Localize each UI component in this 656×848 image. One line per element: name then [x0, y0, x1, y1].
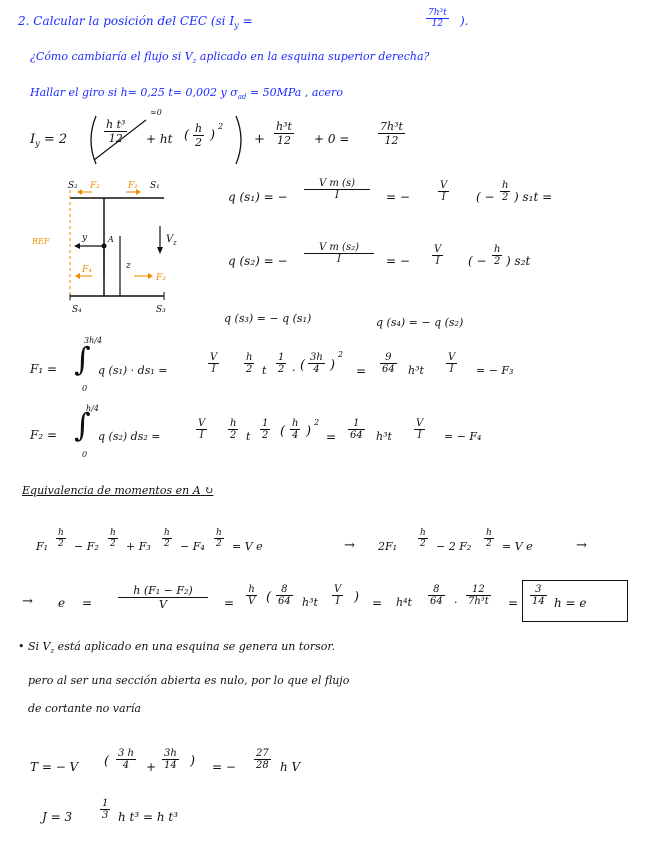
- fraction-denominator: 12: [108, 132, 123, 145]
- f1-lhs: F₁ =: [30, 362, 58, 376]
- vz-arrowhead: [157, 247, 163, 254]
- f2-result-v-fraction: [414, 418, 425, 441]
- implies-arrow-3: →: [22, 594, 33, 609]
- iy-subscript: y: [35, 139, 40, 148]
- fraction-denominator: 2: [110, 539, 116, 549]
- f2-t: t: [246, 430, 251, 443]
- f2-paren-close: ): [306, 424, 312, 439]
- q2-end: ) s₂t: [506, 254, 531, 268]
- ey-result-fraction: [530, 584, 547, 607]
- f1-paren-close: ): [330, 358, 336, 373]
- section-diagram: [30, 176, 200, 316]
- fraction-numerator: 8: [276, 584, 293, 596]
- t-paren-open: (: [104, 754, 110, 769]
- fraction-numerator: h: [216, 528, 222, 538]
- fraction-denominator: 2: [494, 256, 501, 267]
- f2-paren-open: (: [280, 424, 286, 439]
- f1-paren-open: (: [300, 358, 306, 373]
- ey-paren-open: (: [266, 590, 272, 605]
- f1-t: t: [262, 364, 267, 377]
- moment-arrow-icon: ↻: [204, 484, 214, 497]
- implies-arrow-2: →: [576, 538, 587, 553]
- note-vz-subscript: z: [50, 647, 55, 655]
- problem-line-3-text: Hallar el giro si h= 0,25 t= 0,002 y σ: [30, 86, 238, 99]
- point-a: [102, 244, 107, 249]
- left-big-paren: [91, 116, 96, 164]
- t-result-fraction: [254, 748, 271, 771]
- fraction-numerator: h: [246, 584, 257, 596]
- j-lhs: J = 3: [42, 810, 73, 824]
- fraction-numerator: V: [434, 244, 442, 255]
- fraction-numerator: h t³: [106, 118, 126, 131]
- t-3h14-fraction: [162, 748, 179, 771]
- problem-line-2-text: ¿Cómo cambiaría el flujo si V: [30, 50, 193, 63]
- q1-end: ) s₁t =: [514, 190, 553, 204]
- fraction-numerator: h: [164, 528, 170, 538]
- label-s3: S₃: [156, 305, 166, 315]
- f2-half-fraction: [260, 418, 270, 441]
- f2-integral-sign: ∫: [74, 406, 91, 444]
- t-3h4-fraction: [116, 748, 136, 771]
- sigma-subscript: ad: [237, 93, 247, 101]
- ey-equals-4: =: [508, 596, 519, 610]
- j-third-fraction: [100, 798, 110, 821]
- mom-minus-2f2: − 2 F₂: [436, 540, 472, 553]
- fraction-denominator: 3: [102, 810, 109, 821]
- iy-term1-fraction: [104, 118, 127, 145]
- f1-square: 2: [338, 350, 344, 359]
- iy-symbol: I: [30, 132, 36, 147]
- fraction-numerator: 1: [278, 352, 285, 363]
- fraction-denominator: I: [211, 364, 216, 375]
- mom-f1: F₁: [36, 540, 49, 553]
- f2-end: = − F₄: [444, 430, 482, 443]
- f2-h3t: h³t: [376, 430, 392, 443]
- fraction-denominator: I: [335, 596, 340, 607]
- ey-equals-2: =: [224, 596, 235, 610]
- q1-fraction: [304, 178, 370, 201]
- mom-h-half-2: [108, 528, 118, 549]
- label-s2: S₂: [68, 181, 78, 191]
- ey-r-8-64-fraction: [428, 584, 445, 607]
- fraction-numerator: 7h³t: [380, 120, 403, 133]
- fraction-denominator: 28: [256, 760, 269, 771]
- q2-v-fraction: [432, 244, 443, 267]
- fraction-denominator: 2: [420, 539, 426, 549]
- approx-zero-note: ≈0: [150, 108, 162, 117]
- label-y: y: [82, 233, 88, 243]
- fraction-denominator: 64: [382, 364, 395, 375]
- ey-paren-close: ): [354, 590, 360, 605]
- fraction-numerator: h: [230, 418, 237, 429]
- mom-h-half-3: [162, 528, 172, 549]
- f2-h4-fraction: [290, 418, 300, 441]
- fraction-numerator: 1: [348, 418, 365, 430]
- ey-h-v-fraction: [246, 584, 257, 607]
- fraction-denominator: I: [435, 256, 440, 267]
- q2-lhs: q (s₂) = −: [228, 254, 288, 268]
- mom-h-half-1: [56, 528, 66, 549]
- label-s1: S₁: [150, 181, 160, 191]
- q3-equation: q (s₃) = − q (s₁): [224, 312, 312, 325]
- iy-term3-fraction: [274, 120, 294, 147]
- ey-12-7h3t-fraction: [466, 584, 491, 607]
- problem-iy-fraction: [426, 8, 449, 29]
- fraction-numerator: V: [334, 584, 342, 595]
- f1-integral-sign: ∫: [74, 340, 91, 378]
- fraction-denominator: 14: [164, 760, 177, 771]
- t-equals: = −: [212, 760, 236, 774]
- half-h-paren-close: ): [210, 128, 216, 143]
- ey-main-fraction: [118, 584, 208, 611]
- factor-two: 2: [58, 132, 68, 147]
- fraction-denominator: 2: [230, 430, 237, 441]
- f2-h-fraction: [228, 418, 238, 441]
- t-plus: +: [146, 760, 157, 774]
- q1-paren-open: ( −: [476, 190, 495, 204]
- mom-h-half-4: [214, 528, 224, 549]
- y-axis-arrowhead: [74, 243, 80, 249]
- iy-lhs: [30, 132, 67, 148]
- q1-lhs: q (s₁) = −: [228, 190, 288, 204]
- fraction-denominator: V: [159, 598, 167, 611]
- note-line-1: [18, 640, 335, 655]
- label-f4: F₄: [82, 265, 92, 275]
- fraction-numerator: 12: [466, 584, 491, 596]
- fraction-numerator: 3h: [310, 352, 323, 363]
- f2-square: 2: [314, 418, 320, 427]
- f2-equals: =: [326, 430, 337, 444]
- fraction-numerator: V: [416, 418, 424, 429]
- q2-fraction: [304, 242, 374, 265]
- q1-mid: = −: [386, 190, 410, 204]
- problem-line-1-end: ).: [460, 14, 469, 28]
- fraction-denominator: 4: [292, 430, 299, 441]
- problem-line-1: [18, 14, 253, 30]
- fraction-numerator: 7h³t: [428, 8, 447, 18]
- fraction-numerator: h³t: [276, 120, 292, 133]
- ey-dot: ·: [454, 596, 458, 609]
- problem-line-3-rest: = 50MPa , acero: [246, 86, 343, 99]
- moment-equation: [36, 540, 48, 553]
- plus-ht: + ht: [146, 132, 173, 146]
- equals: =: [43, 132, 55, 147]
- fraction-numerator: 9: [380, 352, 397, 364]
- fraction-denominator: 2: [502, 192, 509, 203]
- f1-integrand: q (s₁) · ds₁ =: [98, 364, 168, 377]
- f1-integral-upper: 3h/4: [84, 336, 103, 345]
- label-f2: F₂: [90, 181, 100, 191]
- fraction-denominator: 2: [164, 539, 170, 549]
- label-vz-sub: z: [173, 239, 177, 247]
- note-line-1-text: • Si V: [18, 640, 51, 653]
- f2-result-fraction: [348, 418, 365, 441]
- fraction-numerator: 3 h: [118, 748, 134, 759]
- f1-integral-lower: 0: [82, 384, 88, 393]
- iy-result-fraction: [378, 120, 405, 147]
- f1-end: = − F₃: [476, 364, 514, 377]
- ey-8-64-fraction: [276, 584, 293, 607]
- moments-heading-text: Equivalencia de momentos en A: [22, 484, 201, 497]
- label-vz: V: [166, 234, 174, 245]
- problem-line-2: [30, 50, 429, 65]
- f1-equals: =: [356, 364, 367, 378]
- problem-line-3: [30, 86, 343, 101]
- fraction-numerator: V m (s): [304, 178, 370, 190]
- fraction-denominator: 2: [486, 539, 492, 549]
- fraction-denominator: 2: [246, 364, 253, 375]
- mom-h-half-5: [418, 528, 428, 549]
- fraction-numerator: 1: [262, 418, 269, 429]
- fraction-denominator: V: [248, 596, 256, 607]
- f4-arrowhead: [75, 273, 80, 279]
- f2-v-fraction: [196, 418, 207, 441]
- mom-h-half-6: [484, 528, 494, 549]
- problem-line-1-text: 2. Calcular la posición del CEC (si: [18, 14, 226, 28]
- t-lhs: T = − V: [30, 760, 79, 774]
- fraction-numerator: h: [502, 180, 509, 191]
- fraction-numerator: h: [292, 418, 299, 429]
- fraction-numerator: V: [448, 352, 456, 363]
- fraction-denominator: 2: [278, 364, 285, 375]
- f2-integral-upper: h/4: [86, 404, 99, 413]
- fraction-denominator: 2: [195, 136, 203, 149]
- fraction-numerator: h: [486, 528, 492, 538]
- fraction-denominator: 14: [532, 596, 545, 607]
- fraction-numerator: 1: [102, 798, 109, 809]
- plus: +: [254, 132, 265, 147]
- label-s4: S₄: [72, 305, 82, 315]
- fraction-denominator: I: [199, 430, 204, 441]
- fraction-numerator: V: [210, 352, 218, 363]
- fraction-denominator: I: [449, 364, 454, 375]
- fraction-denominator: 2: [58, 539, 64, 549]
- ey-vi-fraction: [332, 584, 343, 607]
- fraction-denominator: 64: [430, 596, 443, 607]
- f2-integrand: q (s₂) ds₂ =: [98, 430, 161, 443]
- fraction-denominator: 4: [313, 364, 320, 375]
- fraction-numerator: V: [440, 180, 448, 191]
- f1-half-fraction: [276, 352, 286, 375]
- fraction-denominator: 12: [431, 19, 444, 29]
- mom-vz-ey-2: = V e: [502, 540, 533, 553]
- f1-3h4-fraction: [308, 352, 325, 375]
- f1-result-v-fraction: [446, 352, 457, 375]
- equals: =: [242, 14, 253, 28]
- q1-h-fraction: [500, 180, 510, 203]
- fraction-numerator: V m (s₂): [304, 242, 374, 254]
- q1-v-fraction: [438, 180, 449, 203]
- fraction-denominator: 12: [276, 134, 291, 147]
- q2-paren-open: ( −: [468, 254, 487, 268]
- right-big-paren: [236, 116, 241, 164]
- fraction-numerator: h: [494, 244, 501, 255]
- f1-v-fraction: [208, 352, 219, 375]
- f2-lhs: F₂ =: [30, 428, 58, 442]
- iy-h-half-fraction: [193, 122, 204, 149]
- j-rest: h t³ = h t³: [118, 810, 179, 824]
- f1-h-fraction: [244, 352, 254, 375]
- note-line-1-rest: está aplicado en una esquina se genera un torsor.: [54, 640, 335, 653]
- fraction-numerator: 3: [530, 584, 547, 596]
- iy-subscript: y: [234, 21, 239, 30]
- fraction-denominator: 7h³t: [468, 596, 489, 607]
- fraction-denominator: 4: [122, 760, 130, 771]
- fraction-numerator: 3h: [164, 748, 177, 759]
- fraction-numerator: h: [58, 528, 64, 538]
- mom-vz-ey: = V e: [232, 540, 263, 553]
- f3-arrowhead: [148, 273, 153, 279]
- fraction-denominator: 64: [350, 430, 363, 441]
- mom-2f1: 2F₁: [378, 540, 398, 553]
- t-paren-close: ): [190, 754, 196, 769]
- problem-line-2-rest: aplicado en la esquina superior derecha?: [196, 50, 430, 63]
- f1-h3t: h³t: [408, 364, 424, 377]
- fraction-denominator: I: [337, 254, 341, 265]
- plus-zero-equals: + 0 =: [314, 132, 350, 146]
- square-exponent: 2: [218, 122, 224, 131]
- note-line-3: de cortante no varía: [28, 702, 141, 715]
- fraction-denominator: 64: [278, 596, 291, 607]
- fraction-numerator: h: [420, 528, 426, 538]
- fraction-numerator: h: [110, 528, 116, 538]
- fraction-denominator: I: [417, 430, 422, 441]
- fraction-numerator: h (F₁ − F₂): [118, 584, 208, 598]
- mom-plus-f3: + F₃: [126, 540, 151, 553]
- fraction-numerator: h: [195, 122, 203, 135]
- fraction-denominator: 12: [384, 134, 399, 147]
- fraction-denominator: I: [441, 192, 446, 203]
- q2-h-fraction: [492, 244, 502, 267]
- mom-minus-f4: − F₄: [180, 540, 205, 553]
- ey-equals-3: =: [372, 596, 383, 610]
- t-result-end: h V: [280, 760, 301, 774]
- fraction-denominator: 2: [262, 430, 269, 441]
- ey-h4t: h⁴t: [396, 596, 412, 609]
- ey-lhs: e: [58, 596, 66, 610]
- fraction-denominator: I: [335, 190, 339, 201]
- label-ref: REF: [32, 237, 50, 246]
- q4-equation: q (s₄) = − q (s₂): [376, 316, 464, 329]
- label-z: z: [126, 261, 131, 271]
- f1-result-fraction: [380, 352, 397, 375]
- fraction-denominator: 2: [216, 539, 222, 549]
- f2-integral-lower: 0: [82, 450, 88, 459]
- label-a: A: [108, 235, 114, 244]
- iy-symbol: I: [229, 14, 235, 28]
- q2-mid: = −: [386, 254, 410, 268]
- fraction-numerator: V: [198, 418, 206, 429]
- vz-subscript: z: [192, 57, 197, 65]
- ey-equals-1: =: [82, 596, 93, 610]
- half-h-paren-open: (: [184, 128, 190, 143]
- ey-h3t: h³t: [302, 596, 318, 609]
- label-f1: F₁: [128, 181, 138, 191]
- label-f3: F₃: [156, 273, 166, 283]
- moments-heading: [22, 484, 213, 497]
- note-line-2: pero al ser una sección abierta es nulo, por lo que el flujo: [28, 674, 350, 687]
- fraction-numerator: 8: [428, 584, 445, 596]
- f1-dot: ·: [292, 364, 296, 377]
- implies-arrow-1: →: [344, 538, 355, 553]
- fraction-numerator: 27: [256, 748, 269, 759]
- ey-result-rest: h = e: [554, 596, 587, 610]
- mom-minus-f2: − F₂: [74, 540, 99, 553]
- fraction-numerator: h: [246, 352, 253, 363]
